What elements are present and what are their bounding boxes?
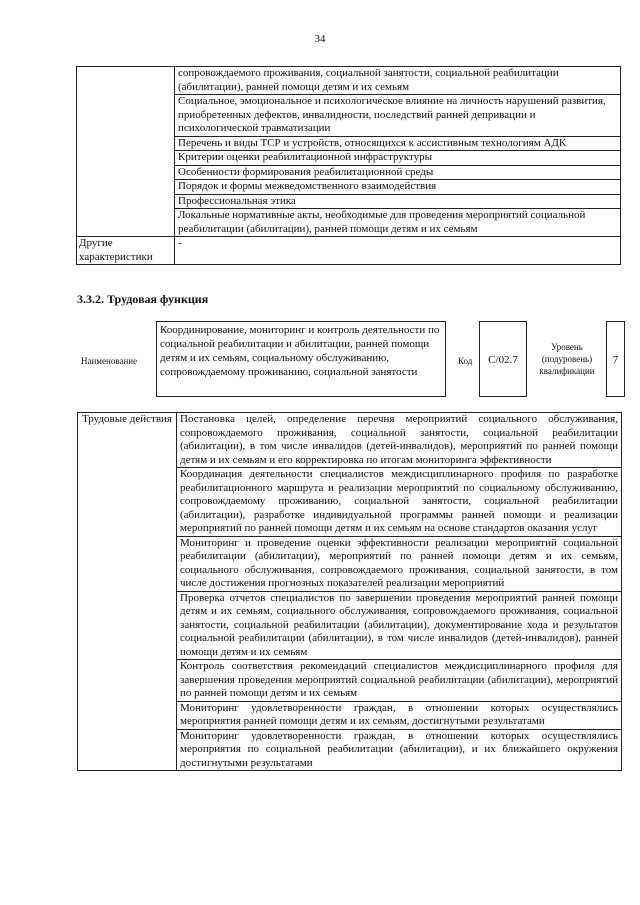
row-label-cell: [77, 67, 175, 237]
table-cell: Порядок и формы межведомственного взаимодействия: [175, 180, 621, 195]
section-heading: 3.3.2. Трудовая функция: [77, 292, 209, 306]
action-cell: Проверка отчетов специалистов по завершении проведения мероприятий ранней помощи детям и их семьям, социального обслуживания, сопровождаемого проживания, социальной занятости, социальной реабилитации (абилитации), документирование хода и результатов социальной реабилитации (абилитации), в том числе инвалидов (детей-инвалидов), ранней помощи детям и их семьям: [177, 591, 622, 660]
table-cell: сопровождаемого проживания, социальной занятости, социальной реабилитации (абилитации), ранней помощи детям и их семьям: [175, 67, 621, 95]
table-cell: -: [175, 237, 621, 265]
actions-label-cell: Трудовые действия: [78, 413, 177, 771]
function-name-box: Координирование, мониторинг и контроль деятельности по социальной реабилитации и абилитации, ранней помощи детям и их семьям, социальному обслуживанию, сопровождаемому проживанию, социальной занятости: [156, 321, 446, 397]
table-cell: Критерии оценки реабилитационной инфраструктуры: [175, 151, 621, 166]
action-cell: Постановка целей, определение перечня мероприятий социального обслуживания, сопровождаемого проживания, социальной занятости, социальной реабилитации (абилитации), в том числе инвалидов (детей-инвалидов), мероприятий по ранней помощи детям и их семьям и его корректировка по итогам мониторинга эффективности: [177, 413, 622, 468]
name-label: Наименование: [81, 356, 138, 366]
code-label: Код: [458, 356, 473, 366]
level-box: 7: [606, 321, 625, 397]
action-cell: Мониторинг удовлетворенности граждан, в отношении которых осуществлялись мероприятия ранней помощи детям и их семьям, достигнутыми результатами: [177, 701, 622, 729]
table-cell: Профессиональная этика: [175, 194, 621, 209]
action-cell: Мониторинг и проведение оценки эффективности реализации мероприятий социальной реабилитации (абилитации), мероприятий по ранней помощи детям и их семьям, социального обслуживания, сопровождаемого проживания, социальной занятости, в том числе достижения прогнозных показателей реализации мероприятий: [177, 536, 622, 591]
table-row: [78, 413, 622, 468]
table-row: [77, 67, 621, 95]
action-cell: Мониторинг удовлетворенности граждан, в отношении которых осуществлялись мероприятия по социальной реабилитации (абилитации), и их ближайшего окружения достигнутыми результатами: [177, 729, 622, 771]
table-cell: Социальное, эмоциональное и психологическое влияние на личность нарушений развития, приобретенных дефектов, инвалидности, последствий ранней депривации и психологической травматизации: [175, 95, 621, 137]
function-code-box: C/02.7: [479, 321, 527, 397]
action-cell: Контроль соответствия рекомендаций специалистов междисциплинарного профиля для завершения проведения мероприятий социальной реабилитации (абилитации), мероприятий по ранней помощи детям и их семьям: [177, 660, 622, 702]
knowledge-table: [76, 66, 621, 265]
level-label: Уровень (подуровень) квалификации: [539, 342, 595, 376]
actions-table: [77, 412, 622, 771]
function-header: [77, 321, 627, 401]
row-label-cell: Другие характеристики: [77, 237, 175, 265]
table-cell: Локальные нормативные акты, необходимые для проведения мероприятий социальной реабилитации (абилитации), ранней помощи детям и их семьям: [175, 209, 621, 237]
page-number: 34: [314, 33, 326, 45]
table-cell: Особенности формирования реабилитационной среды: [175, 165, 621, 180]
action-cell: Координация деятельности специалистов междисциплинарного профиля по разработке реабилитационного маршрута и реализации мероприятий по социальному обслуживанию, сопровождаемому проживанию, социальной занятости, социальной реабилитации (абилитации), разработке индивидуальной программы ранней помощи и реализации мероприятий по ранней помощи детям и их семьям на основе стандартов оказания услуг: [177, 468, 622, 537]
table-cell: Перечень и виды ТСР и устройств, относящихся к ассистивным технологиям АДК: [175, 136, 621, 151]
table-row: [77, 237, 621, 265]
